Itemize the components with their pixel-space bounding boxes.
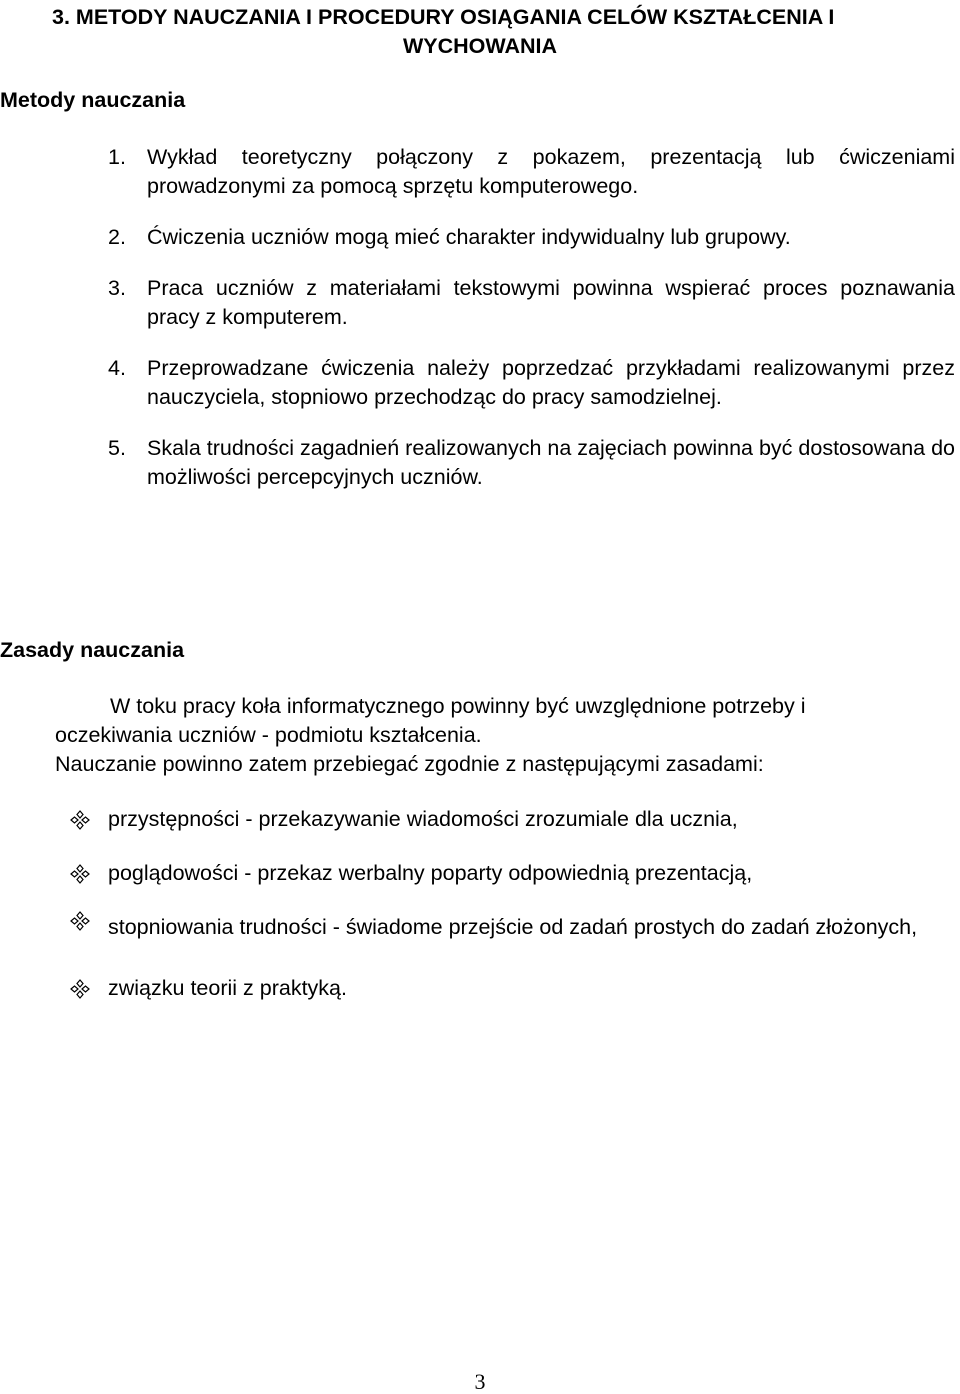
list-item bbox=[0, 974, 960, 1003]
list-item bbox=[0, 354, 960, 412]
list-item bbox=[0, 906, 960, 949]
principles-list bbox=[0, 805, 960, 1028]
methods-heading: Metody nauczania bbox=[0, 88, 186, 112]
list-item bbox=[0, 143, 960, 201]
page-number: 3 bbox=[474, 1369, 486, 1394]
chapter-title-line-2: WYCHOWANIA bbox=[402, 34, 558, 58]
list-item-text: związku teorii z praktyką. bbox=[108, 976, 347, 1000]
list-item-text: Praca uczniów z materiałami tekstowymi powinna wspierać proces poznawania pracy z komputerem. bbox=[147, 276, 955, 329]
list-item-text: przystępności - przekazywanie wiadomości zrozumiale dla ucznia, bbox=[108, 807, 738, 831]
methods-list bbox=[0, 143, 960, 514]
list-item-number: 2. bbox=[108, 225, 126, 249]
list-item-text: Ćwiczenia uczniów mogą mieć charakter indywidualny lub grupowy. bbox=[147, 225, 791, 249]
list-item-number: 5. bbox=[108, 436, 126, 460]
list-item bbox=[0, 274, 960, 332]
list-item bbox=[0, 859, 960, 888]
list-item-text: Przeprowadzane ćwiczenia należy poprzedzać przykładami realizowanymi przez nauczyciela, stopniowo przechodząc do pracy samodzielnej. bbox=[147, 356, 955, 409]
list-item bbox=[0, 805, 960, 834]
principles-intro: W toku pracy koła informatycznego powinny być uwzględnione potrzeby i oczekiwania uczniów - podmiotu kształcenia. bbox=[55, 694, 806, 747]
list-item-text: Wykład teoretyczny połączony z pokazem, prezentacją lub ćwiczeniami prowadzonymi za pomocą sprzętu komputerowego. bbox=[147, 145, 955, 198]
list-item bbox=[0, 434, 960, 492]
list-item-text: poglądowości - przekaz werbalny poparty odpowiednią prezentacją, bbox=[108, 861, 753, 885]
four-diamond-bullet-icon bbox=[70, 864, 90, 884]
list-item bbox=[0, 223, 960, 252]
list-item-text: stopniowania trudności - świadome przejście od zadań prostych do zadań złożonych, bbox=[108, 915, 918, 939]
four-diamond-bullet-icon bbox=[70, 979, 90, 999]
list-item-number: 3. bbox=[108, 276, 126, 300]
four-diamond-bullet-icon bbox=[70, 810, 90, 830]
list-item-number: 4. bbox=[108, 356, 126, 380]
chapter-title-line-1: 3. METODY NAUCZANIA I PROCEDURY OSIĄGANIA CELÓW KSZTAŁCENIA I bbox=[52, 5, 835, 29]
chapter-title bbox=[0, 3, 960, 61]
list-item-number: 1. bbox=[108, 145, 126, 169]
principles-heading: Zasady nauczania bbox=[0, 638, 185, 662]
four-diamond-bullet-icon bbox=[70, 911, 90, 931]
list-item-text: Skala trudności zagadnień realizowanych na zajęciach powinna być dostosowana do możliwości percepcyjnych uczniów. bbox=[147, 436, 955, 489]
principles-intro-2: Nauczanie powinno zatem przebiegać zgodnie z następującymi zasadami: bbox=[55, 752, 764, 776]
